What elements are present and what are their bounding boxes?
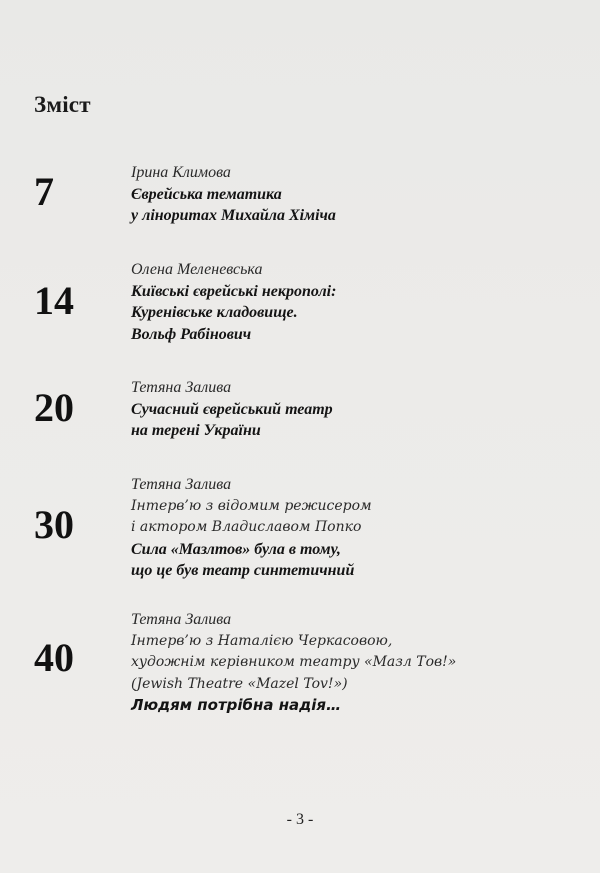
page-number: - 3 -	[286, 811, 314, 828]
toc-page-number: 14	[34, 278, 74, 323]
toc-title-line: Людям потрібна надія…	[131, 696, 342, 714]
toc-author: Олена Меленевська	[131, 261, 263, 278]
toc-title-line: Куренівське кладовище.	[131, 304, 298, 321]
toc-note-line: і актором Владиславом Попко	[131, 519, 362, 535]
toc-title-line: Сучасний єврейський театр	[131, 400, 333, 418]
toc-page-number: 7	[34, 169, 54, 214]
toc-author: Тетяна Залива	[131, 476, 232, 493]
toc-title-line: що це був театр синтетичний	[131, 562, 355, 579]
toc-title-line: на терені України	[131, 422, 261, 439]
toc-page-number: 20	[34, 385, 74, 430]
toc-entry-text	[131, 162, 581, 227]
toc-page-number: 30	[34, 502, 74, 547]
toc-author: Ірина Климова	[131, 164, 231, 181]
toc-title-line: Київські єврейські некрополі:	[131, 282, 337, 300]
toc-entry-text	[131, 377, 581, 442]
toc-note-line: Інтерв’ю з відомим режисером	[131, 497, 372, 514]
page-title: Зміст	[34, 92, 91, 117]
toc-note-line: художнім керівником театру «Мазл Тов!»	[131, 654, 457, 670]
toc-note-line: (Jewish Theatre «Mazel Tov!»)	[131, 675, 348, 692]
toc-title-line: Єврейська тематика	[131, 185, 282, 203]
toc-title-line: Сила «Мазлтов» була в тому,	[131, 540, 341, 558]
toc-entry-text	[131, 259, 581, 345]
toc-entry-text	[131, 474, 581, 582]
toc-note-line: Інтерв’ю з Наталією Черкасовою,	[131, 632, 393, 649]
toc-entry-text	[131, 609, 581, 717]
toc-author: Тетяна Залива	[131, 611, 232, 628]
toc-page-number: 40	[34, 635, 74, 680]
toc-author: Тетяна Залива	[131, 379, 232, 396]
toc-title-line: Вольф Рабінович	[131, 325, 252, 343]
toc-title-line: у ліноритах Михайла Хіміча	[131, 207, 336, 224]
